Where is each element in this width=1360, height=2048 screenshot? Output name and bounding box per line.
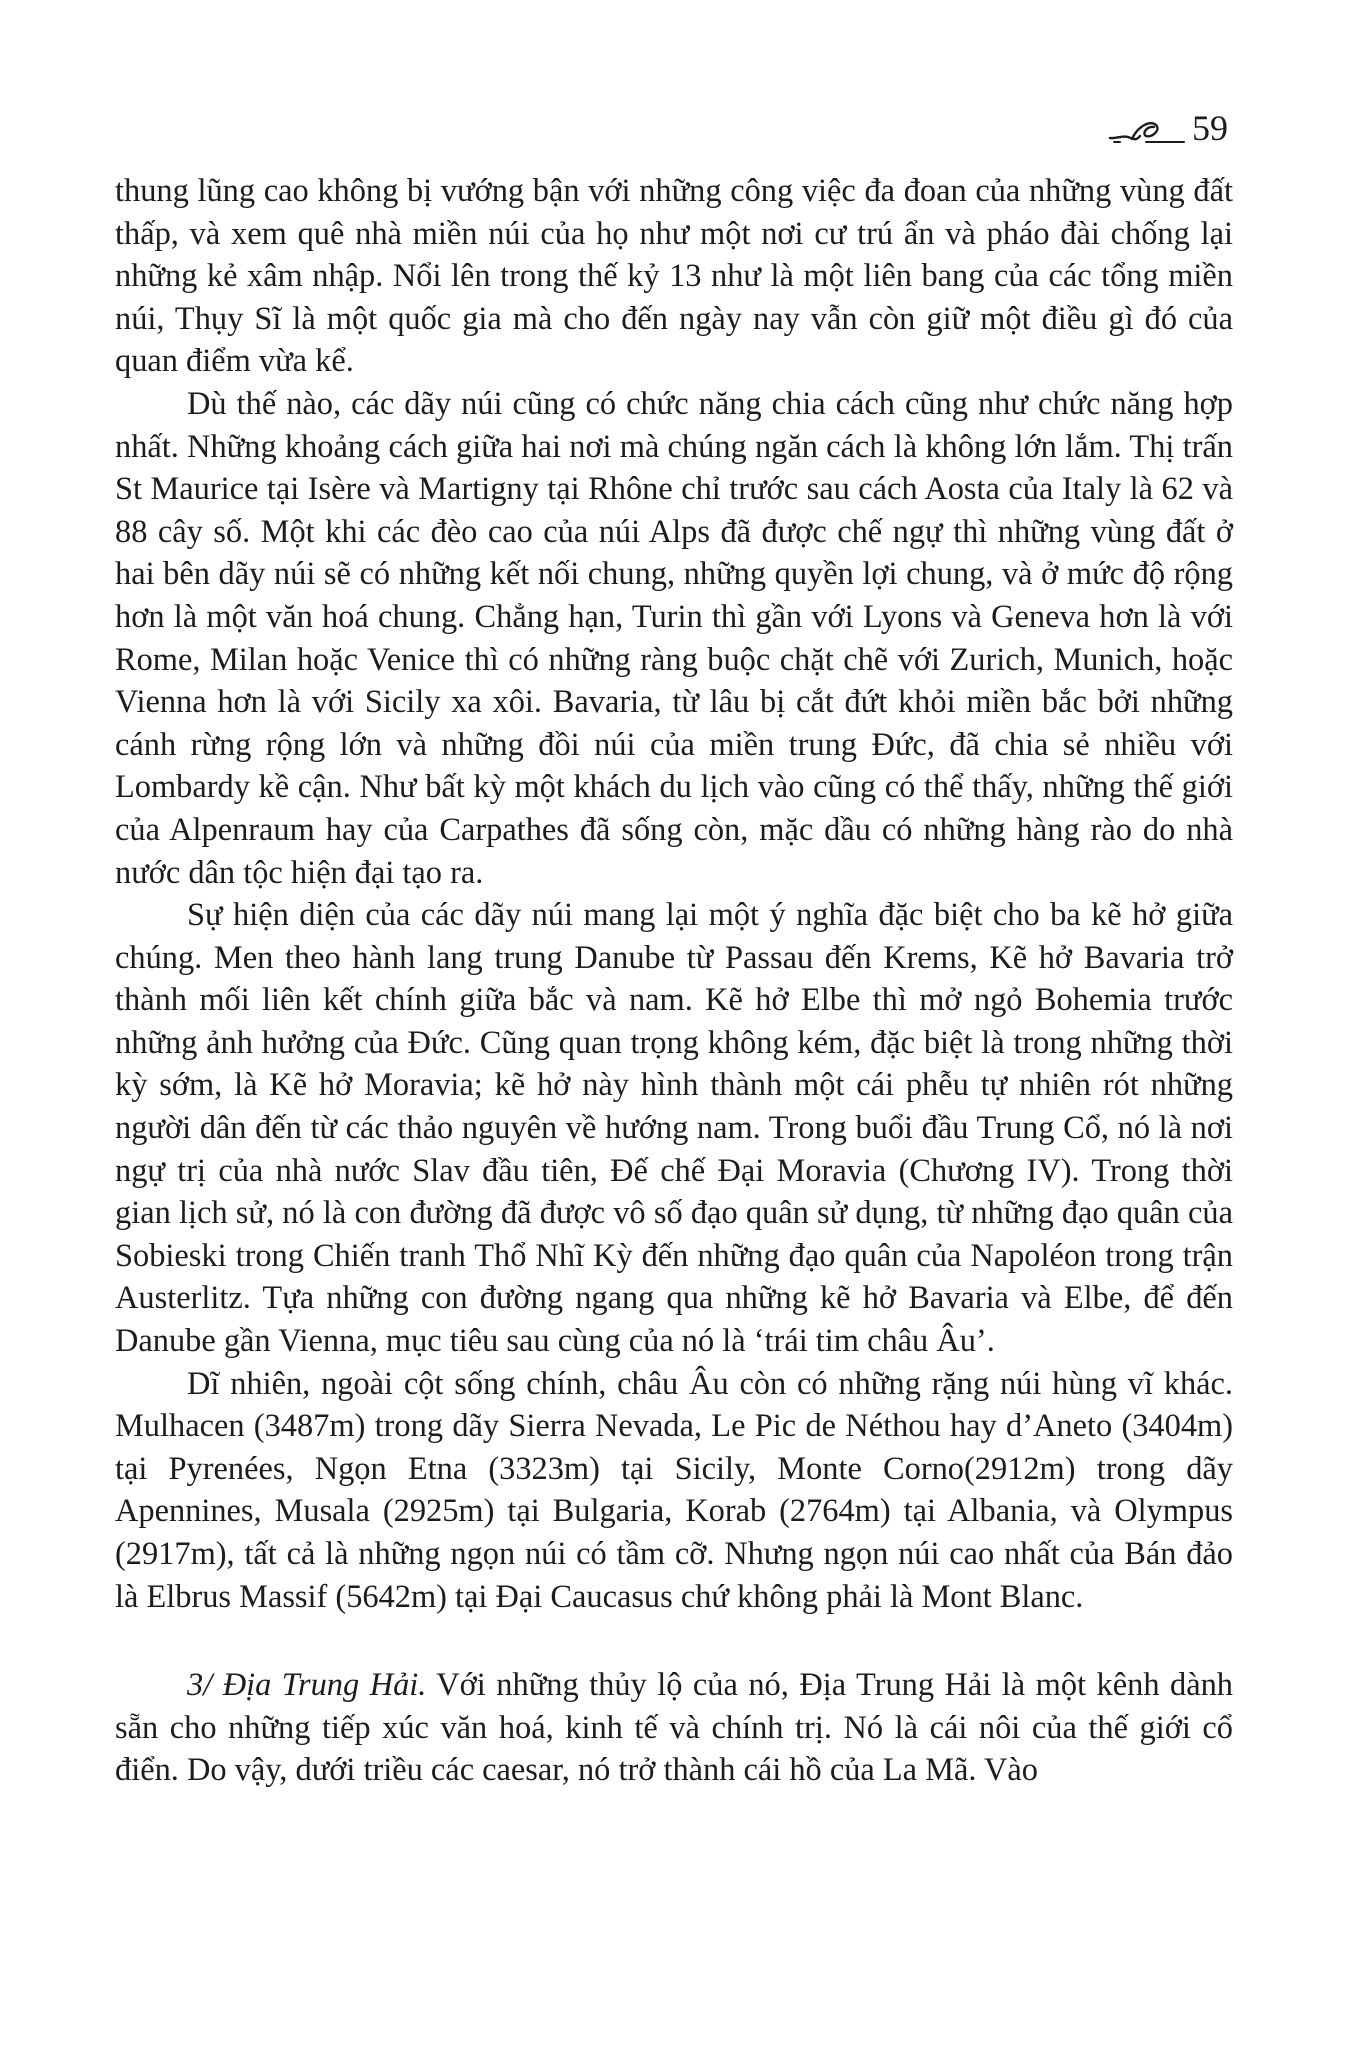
hand-drawn-flourish-icon — [1106, 112, 1186, 148]
paragraph: Sự hiện diện của các dãy núi mang lại một ý nghĩa đặc biệt cho ba kẽ hở giữa chúng. Men theo hành lang trung Danube từ Passau đến Krems, Kẽ hở Bavaria trở thành mối liên kết chính giữa bắc và nam. Kẽ hở Elbe thì mở ngỏ Bohemia trước những ảnh hưởng của Đức. Cũng quan trọng không kém, đặc biệt là trong những thời kỳ sớm, là Kẽ hở Moravia; kẽ hở này hình thành một cái phễu tự nhiên rót những người dân đến từ các thảo nguyên về hướng nam. Trong buổi đầu Trung Cổ, nó là nơi ngự trị của nhà nước Slav đầu tiên, Đế chế Đại Moravia (Chương IV). Trong thời gian lịch sử, nó là con đường đã được vô số đạo quân sử dụng, từ những đạo quân của Sobieski trong Chiến tranh Thổ Nhĩ Kỳ đến những đạo quân của Napoléon trong trận Austerlitz. Tựa những con đường ngang qua những kẽ hở Bavaria và Elbe, để đến Danube gần Vienna, mục tiêu sau cùng của nó là ‘trái tim châu Âu’. — [115, 897, 1233, 1360]
page-number: 59 — [1192, 108, 1228, 148]
page-header — [1106, 96, 1228, 148]
section-gap — [115, 1618, 1233, 1664]
paragraph: thung lũng cao không bị vướng bận với những công việc đa đoan của những vùng đất thấp, và xem quê nhà miền núi của họ như một nơi cư trú ẩn và pháo đài chống lại những kẻ xâm nhập. Nổi lên trong thế kỷ 13 như là một liên bang của các tổng miền núi, Thụy Sĩ là một quốc gia mà cho đến ngày nay vẫn còn giữ một điều gì đó của quan điểm vừa kể. — [115, 173, 1233, 380]
section-paragraph — [115, 1664, 1233, 1792]
section-title: 3/ Địa Trung Hải. — [187, 1667, 427, 1704]
paragraph: Dĩ nhiên, ngoài cột sống chính, châu Âu còn có những rặng núi hùng vĩ khác. Mulhacen (3487m) trong dãy Sierra Nevada, Le Pic de Néthou hay d’Aneto (3404m) tại Pyrenées, Ngọn Etna (3323m) tại Sicily, Monte Corno(2912m) trong dãy Apennines, Musala (2925m) tại Bulgaria, Korab (2764m) tại Albania, và Olympus (2917m), tất cả là những ngọn núi có tầm cỡ. Nhưng ngọn núi cao nhất của Bán đảo là Elbrus Massif (5642m) tại Đại Caucasus chứ không phải là Mont Blanc. — [115, 1365, 1233, 1615]
section-text: Với những thủy lộ của nó, Địa Trung Hải là một kênh dành sẵn cho những tiếp xúc văn hoá, kinh tế và chính trị. Nó là cái nôi của thế giới cổ điển. Do vậy, dưới triều các caesar, nó trở thành cái hồ của La Mã. Vào — [115, 1667, 1233, 1789]
paragraph: Dù thế nào, các dãy núi cũng có chức năng chia cách cũng như chức năng hợp nhất. Những khoảng cách giữa hai nơi mà chúng ngăn cách là không lớn lắm. Thị trấn St Maurice tại Isère và Martigny tại Rhône chỉ trước sau cách Aosta của Italy là 62 và 88 cây số. Một khi các đèo cao của núi Alps đã được chế ngự thì những vùng đất ở hai bên dãy núi sẽ có những kết nối chung, những quyền lợi chung, và ở mức độ rộng hơn là một văn hoá chung. Chẳng hạn, Turin thì gần với Lyons và Geneva hơn là với Rome, Milan hoặc Venice thì có những ràng buộc chặt chẽ với Zurich, Munich, hoặc Vienna hơn là với Sicily xa xôi. Bavaria, từ lâu bị cắt đứt khỏi miền bắc bởi những cánh rừng rộng lớn và những đồi núi của miền trung Đức, đã chia sẻ nhiều với Lombardy kề cận. Như bất kỳ một khách du lịch vào cũng có thể thấy, những thế giới của Alpenraum hay của Carpathes đã sống còn, mặc dầu có những hàng rào do nhà nước dân tộc hiện đại tạo ra. — [115, 385, 1233, 891]
body-text — [115, 170, 1233, 1792]
